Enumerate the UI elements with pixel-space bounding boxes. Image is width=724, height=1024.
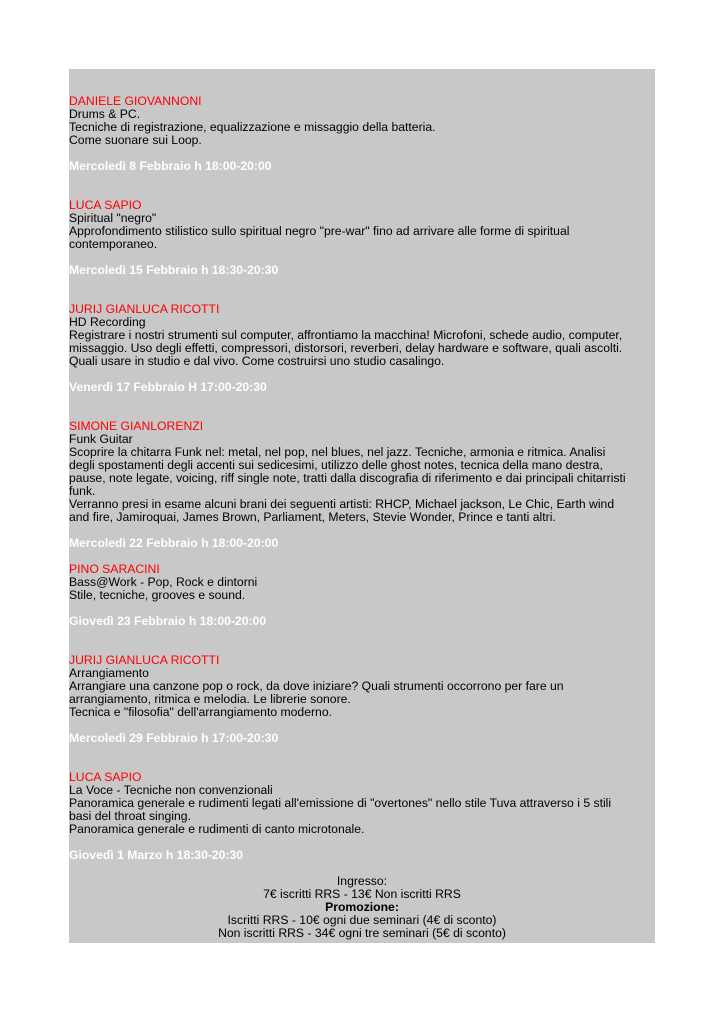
seminar-entry	[69, 771, 655, 862]
promo-title: Promozione:	[325, 900, 399, 914]
description-line: arrangiamento, ritmica e melodia. Le librerie sonore.	[69, 692, 351, 706]
seminar-entry	[69, 95, 655, 173]
description-line: Stile, tecniche, grooves e sound.	[69, 588, 246, 602]
description-line: and fire, Jamiroquai, James Brown, Parliament, Meters, Stevie Wonder, Prince e tanti altri.	[69, 510, 556, 524]
description-line: Tecnica e "filosofia" dell'arrangiamento moderno.	[69, 705, 332, 719]
price-line: 7€ iscritti RRS - 13€ Non iscritti RRS	[263, 887, 461, 901]
seminar-date: Giovedì 23 Febbraio h 18:00-20:00	[69, 614, 267, 628]
seminar-date: Venerdì 17 Febbraio H 17:00-20:30	[69, 380, 267, 394]
seminar-subtitle: Bass@Work - Pop, Rock e dintorni	[69, 575, 258, 589]
document-panel	[69, 69, 655, 943]
teacher-name: PINO SARACINI	[69, 562, 160, 576]
seminar-entry	[69, 563, 655, 628]
description-line: Panoramica generale e rudimenti di canto microtonale.	[69, 822, 365, 836]
teacher-name: JURIJ GIANLUCA RICOTTI	[69, 302, 220, 316]
seminar-entry	[69, 199, 655, 277]
seminar-date: Mercoledì 15 Febbraio h 18:30-20:30	[69, 263, 279, 277]
promo-line: Non iscritti RRS - 34€ ogni tre seminari (5€ di sconto)	[218, 926, 506, 940]
seminar-entry	[69, 420, 655, 550]
teacher-name: SIMONE GIANLORENZI	[69, 419, 204, 433]
seminar-subtitle: Arrangiamento	[69, 666, 149, 680]
seminar-subtitle: Drums & PC.	[69, 107, 141, 121]
seminar-list	[69, 95, 655, 940]
teacher-name: LUCA SAPIO	[69, 198, 142, 212]
ingresso-label: Ingresso:	[336, 874, 388, 888]
seminar-date: Mercoledì 22 Febbraio h 18:00-20:00	[69, 536, 279, 550]
description-line: Panoramica generale e rudimenti legati all'emissione di "overtones" nello stile Tuva attraverso i 5 stili	[69, 796, 612, 810]
seminar-date: Mercoledì 29 Febbraio h 17:00-20:30	[69, 731, 279, 745]
description-line: contemporaneo.	[69, 237, 158, 251]
description-line: Approfondimento stilistico sullo spiritual negro "pre-war" fino ad arrivare alle forme di spiritual	[69, 224, 570, 238]
description-line: Verranno presi in esame alcuni brani dei seguenti artisti: RHCP, Michael jackson, Le Chic, Earth wind	[69, 497, 615, 511]
teacher-name: JURIJ GIANLUCA RICOTTI	[69, 653, 220, 667]
description-line: basi del throat singing.	[69, 809, 191, 823]
description-line: Arrangiare una canzone pop o rock, da dove iniziare? Quali strumenti occorrono per fare un	[69, 679, 564, 693]
seminar-entry	[69, 654, 655, 745]
seminar-subtitle: Funk Guitar	[69, 432, 133, 446]
seminar-subtitle: La Voce - Tecniche non convenzionali	[69, 783, 273, 797]
seminar-date: Giovedì 1 Marzo h 18:30-20:30	[69, 848, 244, 862]
description-line: Scoprire la chitarra Funk nel: metal, nel pop, nel blues, nel jazz. Tecniche, armonia e ritmica. Analisi	[69, 445, 606, 459]
teacher-name: DANIELE GIOVANNONI	[69, 94, 202, 108]
promo-line: Iscritti RRS - 10€ ogni due seminari (4€ di sconto)	[227, 913, 497, 927]
price-footer	[69, 875, 655, 940]
description-line: Come suonare sui Loop.	[69, 133, 202, 147]
teacher-name: LUCA SAPIO	[69, 770, 142, 784]
description-line: missaggio. Uso degli effetti, compressori, distorsori, reverberi, delay hardware e software, quali ascolti.	[69, 341, 623, 355]
seminar-date: Mercoledì 8 Febbraio h 18:00-20:00	[69, 159, 272, 173]
description-line: degli spostamenti degli accenti sui sedicesimi, utilizzo delle ghost notes, tecnica della mano destra,	[69, 458, 603, 472]
description-line: Registrare i nostri strumenti sul computer, affrontiamo la macchina! Microfoni, schede audio, computer,	[69, 328, 623, 342]
seminar-subtitle: Spiritual "negro"	[69, 211, 157, 225]
seminar-subtitle: HD Recording	[69, 315, 146, 329]
description-line: funk.	[69, 484, 96, 498]
description-line: Quali usare in studio e dal vivo. Come costruirsi uno studio casalingo.	[69, 354, 445, 368]
description-line: pause, note legate, voicing, riff single note, tratti dalla discografia di riferimento e dai principali chitarristi	[69, 471, 626, 485]
seminar-entry	[69, 303, 655, 394]
description-line: Tecniche di registrazione, equalizzazione e missaggio della batteria.	[69, 120, 436, 134]
